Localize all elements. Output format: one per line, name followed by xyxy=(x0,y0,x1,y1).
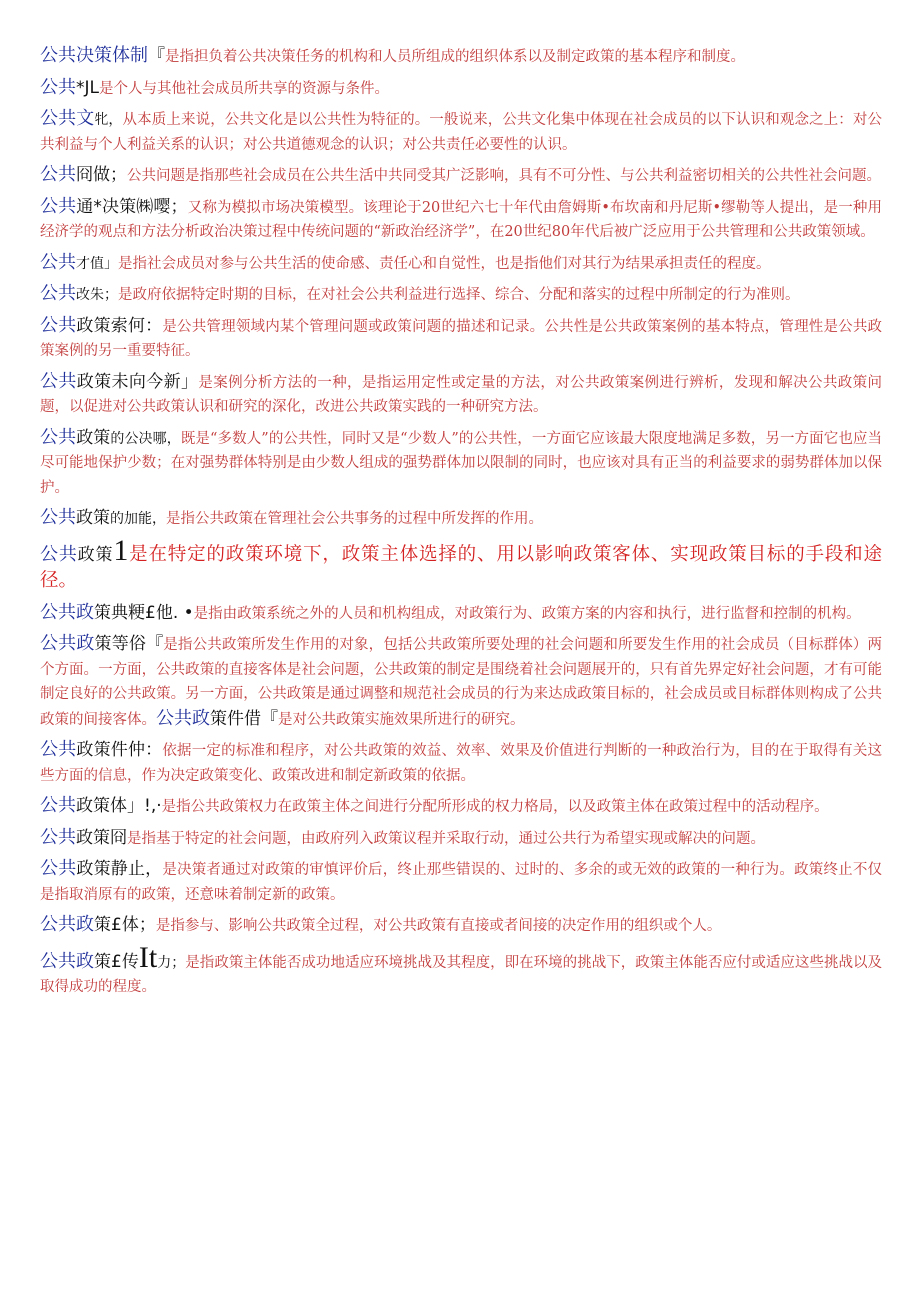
term: 公共 xyxy=(40,108,77,129)
entry-policy-case xyxy=(40,314,882,364)
entry-policy-termination xyxy=(40,857,882,907)
ocr-mark: 的加能， xyxy=(110,511,166,527)
term-suffix: 政策 xyxy=(76,740,111,760)
ocr-mark: 索何： xyxy=(110,315,163,336)
term: 公共 xyxy=(40,314,77,336)
definition: 是指政策主体能否成功地适应环境挑战及其程度，即在环境的挑战下，政策主体能否应付或适应这些挑战以及取得成功的程度。 xyxy=(40,954,883,995)
term: 公共 xyxy=(40,283,76,304)
term-suffix: 政策 xyxy=(76,371,112,392)
entry-public-responsibility xyxy=(40,251,882,277)
entry-public-problem xyxy=(40,163,882,189)
definition: 是指公共政策所发生作用的对象，包括公共政策所要处理的社会问题和所要发生作用的社会成员（目标群体）两个方面。一方面，公共政策的直接客体是社会问题，公共政策的制定是围绕着社会问题展开的，只有首先界定好社会问题，才有可能制定良好的公共政策。另一方面，公共政策是通过调整和规范社会成员的行为来达成政策目标的，社会成员或目标群体则构成了公共政策的间接客体。 xyxy=(40,637,883,728)
definition: 从本质上来说，公共文化是以公共性为特征的。一般说来，公共文化集中体现在社会成员的以下认识和观念之上：对公共利益与个人利益关系的认识；对公共道德观念的认识；对公共责任必要性的认识。 xyxy=(40,112,883,153)
entry-public-choice-model xyxy=(40,195,882,245)
ocr-mark: 『 xyxy=(148,46,165,66)
definition: 是政府依据特定时期的目标，在对社会公共利益进行选择、综合、分配和落实的过程中所制定的行为准则。 xyxy=(118,287,800,303)
term: 公共 xyxy=(40,914,76,935)
term: 公共 xyxy=(40,601,76,623)
ocr-mark-large: It xyxy=(138,940,158,974)
entry-policy-object xyxy=(40,632,882,732)
term-suffix: 政策 xyxy=(76,315,111,336)
term: 公共 xyxy=(40,826,76,848)
definition: 是个人与其他社会成员所共享的资源与条件。 xyxy=(99,80,389,97)
ocr-mark: 冏 xyxy=(110,827,127,848)
term-suffix: 政策 xyxy=(76,427,111,448)
entry-policy-problem xyxy=(40,826,882,852)
term-suffix: 政 xyxy=(76,950,95,972)
term: 公共 xyxy=(40,76,76,98)
entry-policy-system xyxy=(40,794,882,820)
definition: 既是“多数人”的公共性，同时又是“少数人”的公共性，一方面它应该最大限度地满足多数，另一方面它也应当尽可能地保护少数；在对强势群体特别是由少数人组成的强势群体加以限制的同时，也应该对具有正当的利益要求的弱势群体加以保护。 xyxy=(40,430,883,496)
ocr-mark: 件仲： xyxy=(110,740,163,760)
term-suffix: 政策 xyxy=(76,859,111,879)
term-suffix: 政 xyxy=(76,601,94,623)
term: 公共 xyxy=(40,45,76,66)
term: 公共 xyxy=(40,426,77,448)
inline-term: 公共政 xyxy=(156,707,210,729)
entry-public-policy xyxy=(40,282,882,308)
definition: 是指公共政策权力在政策主体之间进行分配所形成的权力格局，以及政策主体在政策过程中的活动程序。 xyxy=(161,799,829,815)
term: 公共 xyxy=(40,950,77,972)
ocr-mark: 的公决哪， xyxy=(110,430,181,447)
definition: 公共问题是指那些社会成员在公共生活中共同受其广泛影响，具有不可分性、与公共利益密切相关的公共性社会问题。 xyxy=(127,168,881,184)
term-suffix: 文 xyxy=(76,108,95,129)
term-suffix: 决策体制 xyxy=(76,45,148,66)
inline-ocr-mark: 策件借『 xyxy=(210,708,278,729)
definition: 又称为模拟市场决策模型。该理论于20世纪六七十年代由詹姆斯•布坎南和丹尼斯•缪勒等人提出，是一种用经济学的观点和方法分析政治决策过程中传统问题的“新政治经济学”，在20世纪80年代后被广泛应用于公共管理和公共政策领域。 xyxy=(40,199,882,240)
ocr-mark-large: 1 xyxy=(113,533,129,567)
entry-public-resources xyxy=(40,76,882,102)
term: 公共 xyxy=(40,251,76,273)
term-suffix: 政策 xyxy=(77,544,114,565)
ocr-mark: 体」!,· xyxy=(110,796,162,816)
term-suffix: 政 xyxy=(76,633,95,654)
ocr-mark: 才值」 xyxy=(76,255,118,272)
ocr-mark-2: 力； xyxy=(157,954,186,971)
term-suffix: 政策 xyxy=(76,508,110,528)
term: 公共 xyxy=(40,164,76,185)
definition: 是公共管理领域内某个管理问题或政策问题的描述和记录。公共性是公共政策案例的基本特点，管理性是公共政策案例的另一重要特征。 xyxy=(40,318,883,359)
entry-policy-evaluation xyxy=(40,738,882,788)
entry-public-culture xyxy=(40,107,882,157)
ocr-mark: 牝， xyxy=(94,112,123,128)
term-suffix: 政 xyxy=(76,914,94,935)
definition: 是指参与、影响公共政策全过程，对公共政策有直接或者间接的决定作用的组织或个人。 xyxy=(155,918,722,934)
ocr-mark: 未向今新」 xyxy=(111,371,199,392)
definition: 是指由政策系统之外的人员和机构组成，对政策行为、政策方案的内容和执行，进行监督和控制的机构。 xyxy=(193,605,861,622)
document-page xyxy=(40,44,882,1000)
inline-definition: 是对公共政策实施效果所进行的研究。 xyxy=(278,711,525,728)
ocr-mark: 静止， xyxy=(110,859,163,879)
term: 公共 xyxy=(40,633,77,654)
entry-policy-tool xyxy=(40,533,882,595)
ocr-mark: 改朱； xyxy=(76,287,118,303)
ocr-mark: 策等俗『 xyxy=(94,634,164,654)
term: 公共 xyxy=(40,370,77,392)
definition: 是指担负着公共决策任务的机构和人员所组成的组织体系以及制定政策的基本程序和制度。 xyxy=(165,49,745,65)
ocr-mark: 策典粳£他. • xyxy=(94,602,194,623)
ocr-mark: 策£传 xyxy=(94,951,139,972)
entry-policy-function xyxy=(40,506,882,532)
entry-public-decision-system xyxy=(40,44,882,70)
entry-policy-publicness xyxy=(40,426,882,501)
term: 公共 xyxy=(40,543,78,565)
term: 公共 xyxy=(40,739,77,760)
ocr-mark: *JL xyxy=(76,77,99,98)
definition: 是决策者通过对政策的审慎评价后，终止那些错误的、过时的、多余的或无效的政策的一种行为。政策终止不仅是指取消原有的政策，还意味着制定新的政策。 xyxy=(40,862,883,903)
term-suffix: 政策 xyxy=(76,827,110,848)
ocr-mark: 冏做； xyxy=(76,165,127,185)
definition: 是指公共政策在管理社会公共事务的过程中所发挥的作用。 xyxy=(166,511,543,527)
term: 公共 xyxy=(40,858,77,879)
term: 公共 xyxy=(40,795,76,816)
term-suffix: 政策 xyxy=(76,796,110,816)
definition: 是指社会成员对参与公共生活的使命感、责任心和自觉性，也是指他们对其行为结果承担责任的程度。 xyxy=(118,255,771,272)
entry-policy-case-analysis xyxy=(40,370,882,420)
entry-policy-subject xyxy=(40,913,882,939)
term: 公共 xyxy=(40,195,77,217)
entry-policy-supervision xyxy=(40,601,882,627)
definition: 是指基于特定的社会问题，由政府列入政策议程并采取行动，通过公共行为希望实现或解决的问题。 xyxy=(127,830,765,847)
ocr-mark: 通*决策㈱嘤； xyxy=(76,196,188,217)
definition: 是在特定的政策环境下，政策主体选择的、用以影响政策客体、实现政策目标的手段和途径。 xyxy=(40,543,882,591)
term: 公共 xyxy=(40,507,76,528)
entry-policy-adaptability xyxy=(40,940,883,1000)
ocr-mark: 策£体； xyxy=(94,915,156,935)
definition: 是案例分析方法的一种，是指运用定性或定量的方法，对公共政策案例进行辨析，发现和解决公共政策问题，以促进对公共政策认识和研究的深化，改进公共政策实践的一种研究方法。 xyxy=(40,374,883,415)
definition: 依据一定的标准和程序，对公共政策的效益、效率、效果及价值进行判断的一种政治行为，目的在于取得有关这些方面的信息，作为决定政策变化、政策改进和制定新政策的依据。 xyxy=(40,743,883,784)
